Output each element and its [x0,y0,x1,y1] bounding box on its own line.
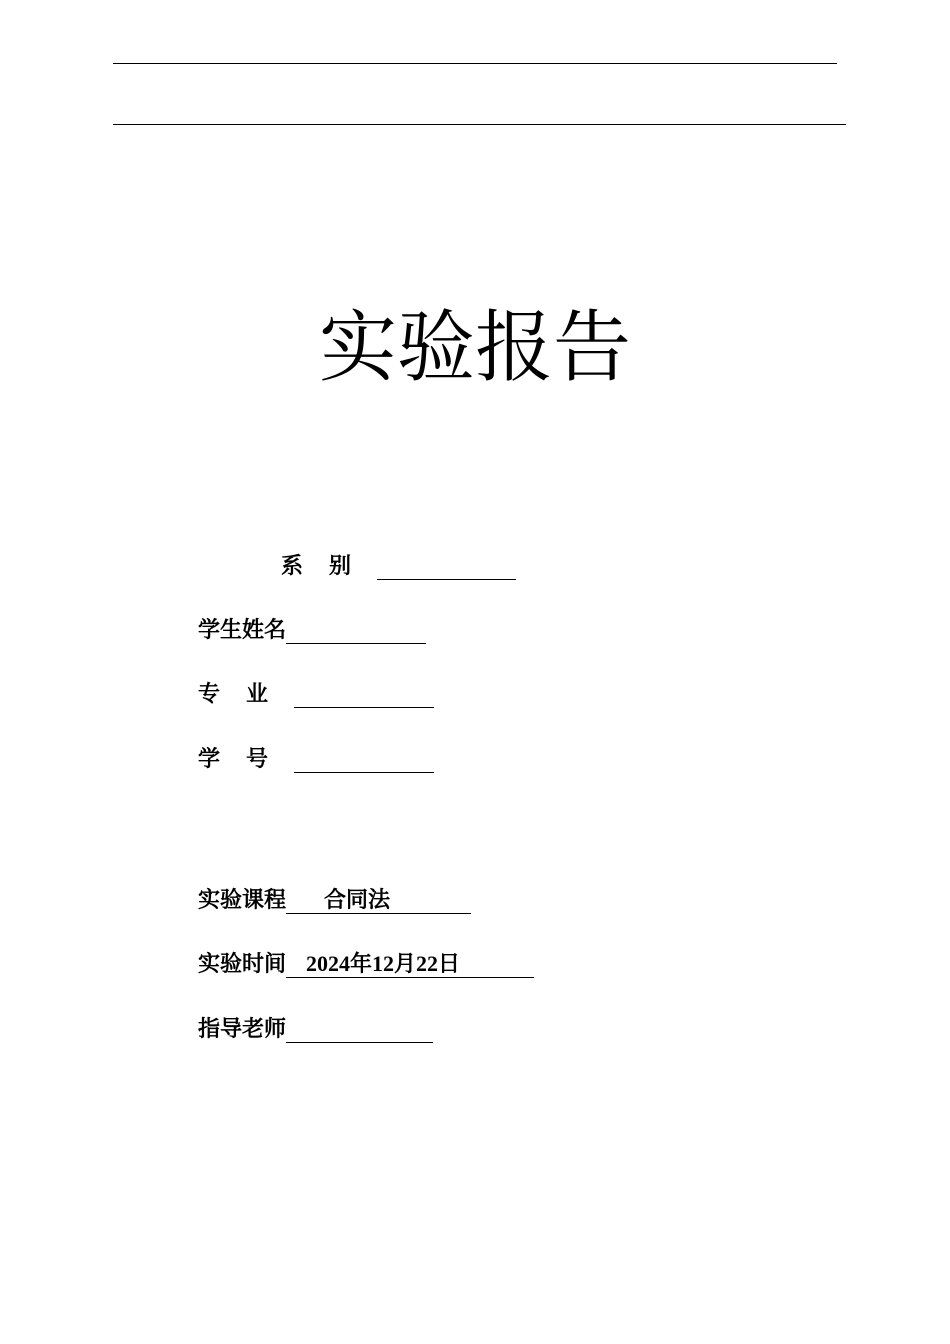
teacher-label: 指导老师 [198,1016,287,1042]
report-title: 实验报告 [318,303,631,393]
student-name-label: 学生姓名 [198,617,287,643]
major-field [198,678,434,708]
major-label: 专业 [198,681,295,707]
time-value: 2024年12月22日 [306,951,461,976]
course-label: 实验课程 [198,887,287,913]
major-blank[interactable] [294,681,434,708]
header-rule-top [113,63,837,64]
student-name-blank[interactable] [286,617,426,644]
department-label: 系别 [281,553,378,579]
time-field [198,948,534,978]
time-blank[interactable] [286,951,534,978]
department-blank[interactable] [377,553,516,580]
course-blank[interactable] [286,887,471,914]
header-rule-bottom [113,124,846,125]
student-id-field [198,743,434,773]
student-id-blank[interactable] [294,746,434,773]
course-field [198,884,471,914]
course-value: 合同法 [324,887,391,912]
teacher-field [198,1013,433,1043]
student-name-field [198,614,426,644]
department-field [281,550,516,580]
time-label: 实验时间 [198,951,287,977]
teacher-blank[interactable] [286,1016,433,1043]
student-id-label: 学号 [198,746,295,772]
